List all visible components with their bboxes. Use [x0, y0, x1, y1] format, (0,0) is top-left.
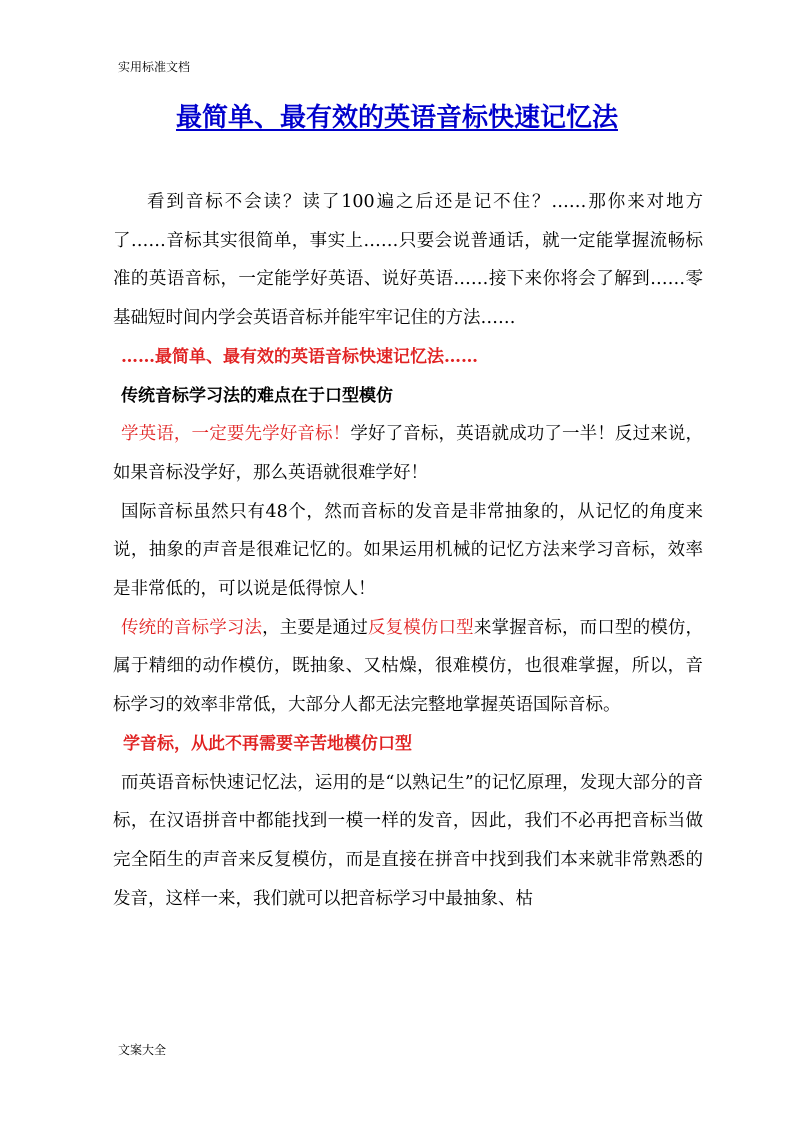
document-body	[113, 183, 703, 918]
page-title: 最简单、最有效的英语音标快速记忆法	[175, 103, 618, 133]
section1-heading: 传统音标学习法的难点在于口型模仿	[121, 385, 393, 406]
section1-paragraph-3	[113, 609, 703, 725]
highlight-text: 学英语，一定要先学好音标！	[121, 424, 351, 445]
section2-paragraph-1: 而英语音标快速记忆法，运用的是“以熟记生”的记忆原理，发现大部分的音标，在汉语拼音中都能找到一模一样的发音，因此，我们不必再把音标当做完全陌生的声音来反复模仿，而是直接在拼音中找到我们本来就非常熟悉的发音，这样一来，我们就可以把音标学习中最抽象、枯	[113, 772, 703, 909]
paragraph-text: 来掌握音标，而口型的模仿，属于精细的动作模仿，既抽象、又枯燥，很难模仿，也很难掌握，所以，音标学习的效率非常低，大部分人都无法完整地掌握英语国际音标。	[113, 617, 703, 716]
paragraph-text: 学好了音标，英语就成功了一半！反过来说，如果音标没学好，那么英语就很难学好！	[113, 424, 703, 483]
footer-note: 文案大全	[118, 1043, 167, 1057]
paragraph-text: ，主要是通过	[262, 617, 368, 638]
section2-heading: 学音标，从此不再需要辛苦地模仿口型	[123, 733, 412, 754]
highlight-text: 反复模仿口型	[367, 617, 474, 638]
header-note: 实用标准文档	[118, 60, 191, 74]
section1-paragraph-1	[113, 415, 703, 492]
section1-paragraph-2: 国际音标虽然只有48个，然而音标的发音是非常抽象的，从记忆的角度来说，抽象的声音是很难记忆的。如果运用机械的记忆方法来学习音标，效率是非常低的，可以说是低得惊人！	[113, 501, 703, 600]
highlight-text: 传统的音标学习法	[121, 617, 263, 638]
intro-paragraph: 看到音标不会读？读了100遍之后还是记不住？……那你来对地方了……音标其实很简单，事实上……只要会说普通话，就一定能掌握流畅标准的英语音标，一定能学好英语、说好英语……接下来你将会了解到……零基础短时间内学会英语音标并能牢牢记住的方法……	[113, 192, 703, 329]
banner-heading: ……最简单、最有效的英语音标快速记忆法……	[121, 346, 478, 367]
